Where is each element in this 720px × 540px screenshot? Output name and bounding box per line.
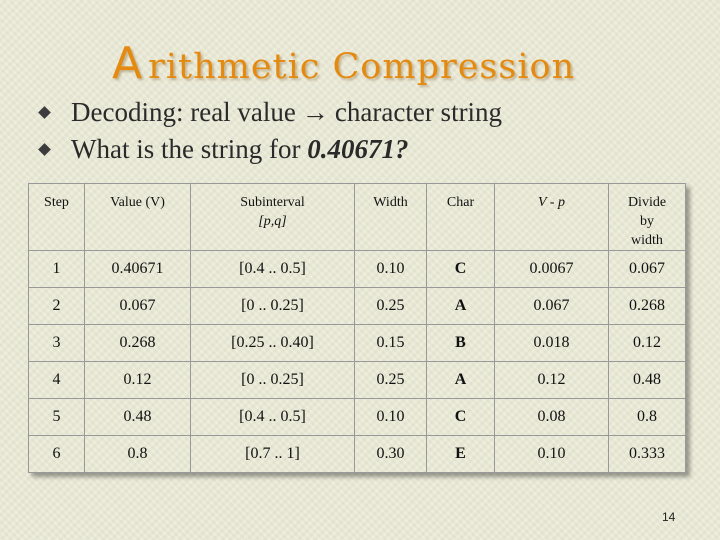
table-row (29, 251, 686, 288)
cell-width: 0.25 (355, 288, 427, 325)
table-header-row (29, 184, 686, 251)
table-row (29, 325, 686, 362)
cell-v-minus-p: 0.10 (495, 436, 609, 473)
cell-value: 0.268 (85, 325, 191, 362)
bullet-item (36, 94, 502, 131)
diamond-bullet-icon (38, 106, 51, 119)
header-subinterval: Subinterval [p,q] (191, 184, 355, 251)
cell-v-minus-p: 0.018 (495, 325, 609, 362)
cell-value: 0.48 (85, 399, 191, 436)
cell-step: 5 (29, 399, 85, 436)
cell-step: 2 (29, 288, 85, 325)
cell-step: 3 (29, 325, 85, 362)
cell-char: E (427, 436, 495, 473)
cell-v-minus-p: 0.067 (495, 288, 609, 325)
cell-divided: 0.333 (609, 436, 686, 473)
cell-value: 0.8 (85, 436, 191, 473)
header-step: Step (29, 184, 85, 251)
bullet-text: character string (334, 97, 503, 127)
bullet-item (36, 131, 502, 168)
cell-char: B (427, 325, 495, 362)
cell-char: C (427, 399, 495, 436)
cell-char: A (427, 288, 495, 325)
cell-subinterval: [0.4 .. 0.5] (191, 399, 355, 436)
cell-width: 0.30 (355, 436, 427, 473)
cell-divided: 0.268 (609, 288, 686, 325)
table-row (29, 288, 686, 325)
header-v-minus-p: V - p (495, 184, 609, 251)
cell-subinterval: [0 .. 0.25] (191, 288, 355, 325)
title-initial: A (112, 38, 143, 89)
cell-divided: 0.12 (609, 325, 686, 362)
table-row (29, 436, 686, 473)
cell-char: C (427, 251, 495, 288)
bullet-text: Decoding: real value (71, 97, 296, 127)
cell-v-minus-p: 0.12 (495, 362, 609, 399)
header-value: Value (V) (85, 184, 191, 251)
cell-subinterval: [0.7 .. 1] (191, 436, 355, 473)
cell-value: 0.40671 (85, 251, 191, 288)
cell-subinterval: [0.25 .. 0.40] (191, 325, 355, 362)
diamond-bullet-icon (38, 143, 51, 156)
header-char: Char (427, 184, 495, 251)
page-number: 14 (662, 510, 676, 524)
table-row (29, 399, 686, 436)
cell-subinterval: [0 .. 0.25] (191, 362, 355, 399)
header-divide-by-width: Divide by width (609, 184, 686, 251)
header-width: Width (355, 184, 427, 251)
table-row (29, 362, 686, 399)
bullet-list (36, 94, 502, 168)
cell-divided: 0.067 (609, 251, 686, 288)
cell-subinterval: [0.4 .. 0.5] (191, 251, 355, 288)
cell-value: 0.12 (85, 362, 191, 399)
title-rest: rithmetic Compression (148, 47, 576, 87)
cell-value: 0.067 (85, 288, 191, 325)
cell-divided: 0.8 (609, 399, 686, 436)
cell-step: 4 (29, 362, 85, 399)
cell-v-minus-p: 0.0067 (495, 251, 609, 288)
cell-step: 6 (29, 436, 85, 473)
cell-width: 0.15 (355, 325, 427, 362)
bullet-text: What is the string for (71, 134, 308, 164)
right-arrow-icon: → (301, 97, 329, 127)
cell-width: 0.10 (355, 251, 427, 288)
decoding-table (28, 183, 686, 473)
cell-width: 0.25 (355, 362, 427, 399)
cell-divided: 0.48 (609, 362, 686, 399)
slide-title (112, 38, 575, 94)
cell-v-minus-p: 0.08 (495, 399, 609, 436)
cell-width: 0.10 (355, 399, 427, 436)
bullet-emphasis: 0.40671? (307, 134, 409, 164)
cell-step: 1 (29, 251, 85, 288)
cell-char: A (427, 362, 495, 399)
